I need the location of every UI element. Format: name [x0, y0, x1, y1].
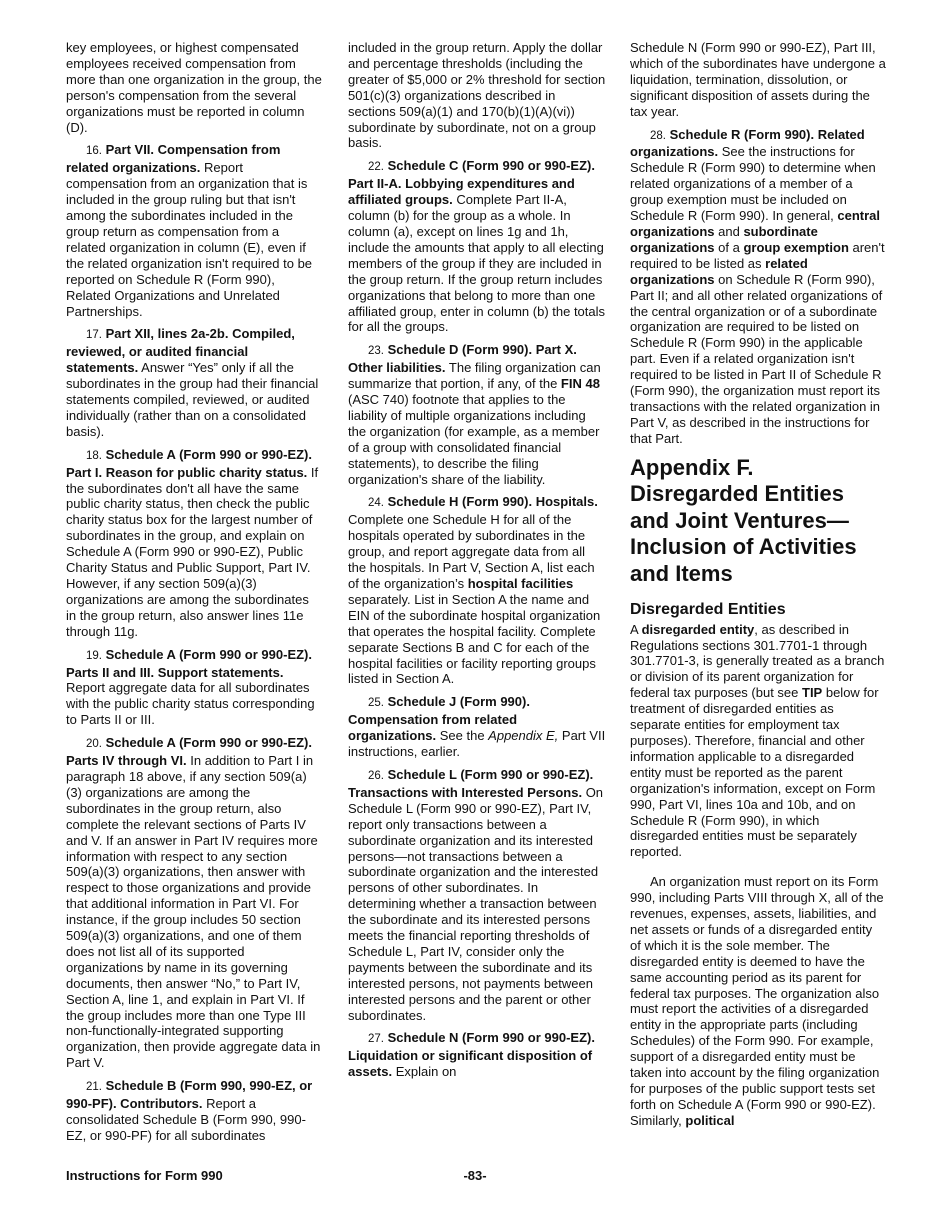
item-heading: Part XII, lines 2a-2b. Compiled, reviewed, or audited financial statements.: [66, 326, 295, 376]
item-heading: Schedule C (Form 990 or 990-EZ). Part II-A. Lobbying expenditures and affiliated groups.: [348, 158, 595, 208]
item-25: [348, 694, 606, 760]
disregarded-entity-paragraph: [630, 622, 886, 861]
item-number: 19.: [86, 649, 102, 662]
item-16: [66, 142, 322, 319]
text: An organization must report on its Form 990, including Parts VIII through X, all of the revenues, expenses, assets, liabilities, and net assets or funds of a disregarded entity of which it is the sole member. The disregarded entity is deemed to have the same accounting period as its parent for federal tax purposes. The organization also must report the activities of a disregarded entity in the appropriate parts (including Schedules) of the Form 990. For example, support of a disregarded entity must be taken into account by the filing organization for purposes of the public support tests set forth on Schedule A (Form 990 or 990-EZ). Similarly,: [630, 874, 884, 1128]
item-19: [66, 647, 322, 729]
column-1: [66, 40, 322, 1151]
item-24: [348, 494, 606, 687]
text: below for treatment of disregarded entities as separate entities for employment tax purposes). Therefore, financial and other information applicable to a disregarded entity must be reported as the parent organization's information, except on Form 990, Part VI, lines 10a and 10b, and on Schedule R (Form 990), in which disregarded entities must be separately reported.: [630, 685, 879, 860]
item-heading: Schedule H (Form 990). Hospitals.: [387, 494, 598, 510]
item-text: Answer “Yes” only if all the subordinates in the group had their financial statements compiled, reviewed, or audited individually (rather than on a consolidated basis).: [66, 360, 319, 439]
item-text: Complete one Schedule H for all of the hospitals operated by subordinates in the group, and report aggregate data from all the hospitals. In Part V, Section A, list each of the organization’s: [348, 512, 595, 591]
item-heading: Schedule B (Form 990, 990-EZ, or 990-PF). Contributors.: [66, 1078, 313, 1112]
item-text: In addition to Part I in paragraph 18 above, if any section 509(a)(3) organizations are among the subordinates in the group return, also complete the relevant sections of Parts IV and V. If an answer in Part IV requires more information with respect to any section 509(a)(3) organizations, then answer with respect to those organizations and provide that additional information in Part VI. For instance, if the group includes 50 section 509(a)(3) organizations, and one of them does not list all of its supported organizations by name in its governing documents, then answer “No,” to Part IV, Section A, line 1, and explain in Part VI. If the group includes more than one Type III non-functionally-integrated supporting organization, then provide aggregate data in Part V.: [66, 753, 321, 1071]
item-text: On Schedule L (Form 990 or 990-EZ), Part IV, report only transactions between a subordinate organization and its interested persons—not transactions between a subordinate organization and the interested persons of other subordinates. In determining whether a transaction between the subordinate and its interested persons meets the financial reporting thresholds of Schedule L, Part IV, consider only the payments between the subordinate and its interested persons, not payments between interested persons and the parent or other subordinates.: [348, 784, 604, 1023]
column-2: [348, 40, 606, 1087]
item-heading: Schedule J (Form 990). Compensation from related organizations.: [348, 694, 530, 744]
item-text: separately. List in Section A the name and EIN of the subordinate hospital organization that operates the hospital facility. Complete separate Sections B and C for each of the hospital facilities or facility reporting groups listed in Section A.: [348, 591, 601, 687]
item-22: [348, 158, 606, 335]
item-text: Explain on: [392, 1064, 457, 1080]
item-heading: Schedule A (Form 990 or 990-EZ). Parts II and III. Support statements.: [66, 646, 312, 680]
item-text: Report a consolidated Schedule B (Form 990, 990-EZ, or 990-PF) for all subordinates: [66, 1096, 306, 1143]
item-number: 27.: [368, 1033, 384, 1046]
item-heading: Schedule D (Form 990). Part X. Other liabilities.: [348, 342, 577, 376]
item-23: [348, 342, 606, 487]
item-21: [66, 1078, 322, 1144]
bold-term: disregarded entity: [641, 621, 755, 637]
bold-term: FIN 48: [560, 376, 600, 392]
item-text: Complete Part II-A, column (b) for the group as a whole. In column (a), except on lines 1g and 1h, include the amounts that apply to all electing members of the group if they are included in the group return. If the group return includes organizations that belong to more than one affiliated group, enter in column (b) the totals for all the groups.: [348, 192, 606, 335]
appendix-title: Appendix F. Disregarded Entities and Joint Ventures—Inclusion of Activities and Items: [630, 454, 857, 587]
item-17: [66, 326, 322, 439]
item-number: 26.: [368, 769, 384, 782]
item-20: [66, 735, 322, 1071]
paragraph-continued: Schedule N (Form 990 or 990-EZ), Part III, which of the subordinates have undergone a liquidation, termination, dissolution, or significant disposition of assets during the tax year.: [630, 40, 886, 119]
item-heading: Schedule A (Form 990 or 990-EZ). Part I. Reason for public charity status.: [66, 446, 312, 480]
bold-term: TIP: [802, 685, 823, 701]
organization-paragraph: [630, 874, 886, 1129]
item-number: 25.: [368, 697, 384, 710]
text: A: [630, 621, 642, 637]
bold-term: central organizations: [630, 208, 881, 239]
item-number: 18.: [86, 449, 102, 462]
item-text: The filing organization can summarize that portion, if any, of the: [348, 360, 601, 392]
italic-reference: Appendix E,: [488, 728, 559, 744]
item-text: If the subordinates don't all have the same public charity status, then check the public charity status box for the largest number of subordinates in the group, and explain on Schedule A (Form 990 or 990-EZ), Public Charity Status and Public Support, Part IV. However, if any section 509(a)(3) organizations are among the subordinates in the group return, also answer lines 11e through 11g.: [66, 464, 319, 639]
item-text: on Schedule R (Form 990), Part II; and all other related organizations of the central organization or of a subordinate organization are required to be listed on Schedule R (Form 990) in the applicable part. Even if a related organization isn't required to be listed in Part II of Schedule R (Form 990), the organization must report its transactions with the related organization in Part V, as described in the instructions for that Part.: [630, 271, 883, 446]
section-title: Disregarded Entities: [630, 600, 786, 618]
paragraph-continued: included in the group return. Apply the dollar and percentage thresholds (including the greater of $5,000 or 2% threshold for section 501(c)(3) organizations described in sections 509(a)(1) and 170(b)(1)(A)(vi)) subordinate by subordinate, not on a group basis.: [348, 40, 606, 151]
item-27: [348, 1030, 606, 1080]
item-heading: Schedule N (Form 990 or 990-EZ). Liquidation or significant disposition of assets.: [348, 1030, 595, 1080]
column-3: [630, 40, 886, 1136]
bold-term: subordinate organizations: [630, 223, 818, 255]
item-text: aren't required to be listed as: [630, 239, 885, 271]
item-heading: Part VII. Compensation from related organizations.: [66, 142, 281, 176]
item-number: 20.: [86, 738, 102, 751]
item-number: 24.: [368, 497, 384, 510]
item-text: See the instructions for Schedule R (Form 990) to determine when related organizations of a member of a group exemption must be included on Schedule R (Form 990). In general,: [630, 144, 876, 224]
item-number: 28.: [650, 129, 666, 142]
bold-term: group exemption: [743, 239, 849, 255]
text: , as described in Regulations sections 301.7701-1 through 301.7701-3, is generally treated as a branch or division of its parent organization for federal tax purposes (but see: [630, 621, 885, 701]
item-heading: Schedule L (Form 990 or 990-EZ). Transactions with Interested Persons.: [348, 766, 594, 800]
bold-term: political: [685, 1112, 735, 1128]
item-text: See the: [436, 728, 489, 744]
item-26: [348, 767, 606, 1024]
item-text: (ASC 740) footnote that applies to the liability of multiple organizations including the organization (for example, as a member of a group with consolidated financial statements), to describe the filing organization's share of the liability.: [348, 392, 600, 487]
item-text: Report aggregate data for all subordinates with the public charity status corresponding to Parts II or III.: [66, 680, 315, 728]
item-text: and: [714, 223, 744, 239]
item-number: 21.: [86, 1081, 102, 1094]
item-text: of a: [714, 239, 744, 255]
item-18: [66, 447, 322, 640]
item-text: Part VII instructions, earlier.: [348, 728, 606, 760]
item-number: 16.: [86, 145, 102, 158]
bold-term: hospital facilities: [467, 576, 574, 591]
footer-title: Instructions for Form 990: [66, 1168, 223, 1183]
item-heading: Schedule A (Form 990 or 990-EZ). Parts IV through VI.: [66, 735, 312, 769]
item-heading: Schedule R (Form 990). Related organizations.: [630, 126, 865, 160]
bold-term: related organizations: [630, 255, 808, 287]
paragraph-continued: key employees, or highest compensated employees received compensation from more than one organization in the group, the person's compensation from the several organizations must be reported in column (D).: [66, 40, 322, 135]
item-number: 17.: [86, 329, 102, 342]
item-number: 23.: [368, 345, 384, 358]
item-text: Report compensation from an organization that is included in the group ruling but that isn't among the subordinates included in the group return as compensation from a related organization in column (E), even if the related organization isn't required to be reported on Schedule R (Form 990), Related Organizations and Unrelated Partnerships.: [66, 160, 313, 319]
item-28: [630, 127, 886, 447]
page-number: -83-: [463, 1168, 487, 1183]
item-number: 22.: [368, 161, 384, 174]
